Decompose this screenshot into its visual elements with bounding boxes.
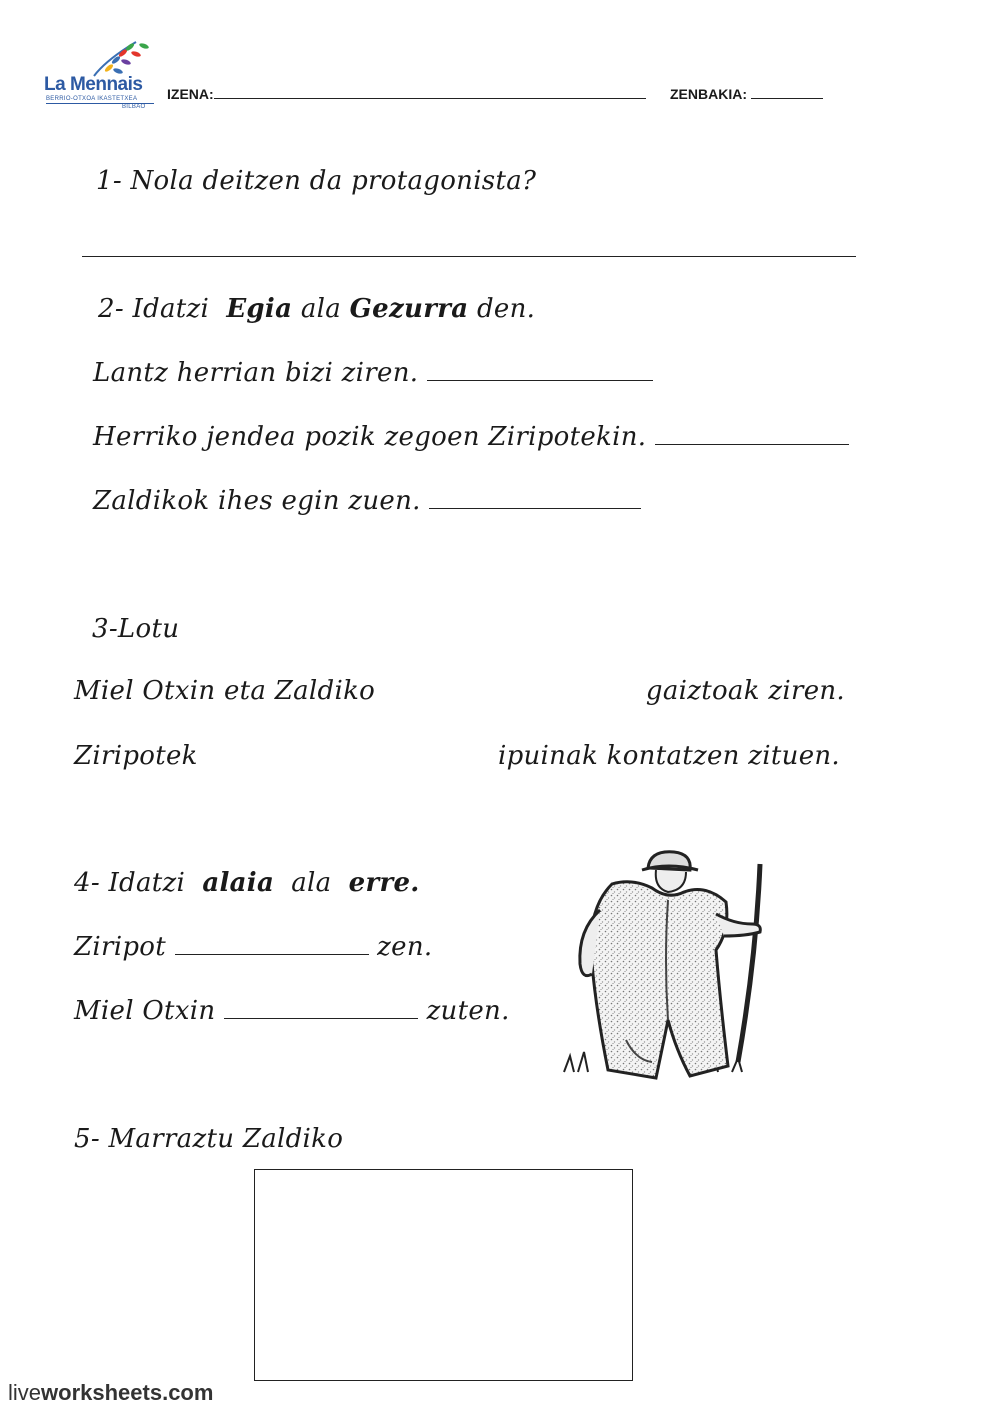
q4-sentence-2: Miel Otxin zuten.	[74, 996, 510, 1026]
q4-word-burnt: erre.	[348, 868, 420, 898]
footer-brand-tld: .com	[162, 1380, 214, 1405]
q2-answer-2[interactable]	[655, 443, 849, 445]
name-blank[interactable]	[214, 97, 646, 99]
q3-left-1[interactable]: Miel Otxin eta Zaldiko	[74, 676, 376, 706]
footer-brand-bold: worksheets	[41, 1380, 163, 1405]
q3-left-2[interactable]: Ziripotek	[74, 741, 198, 771]
q2-answer-3[interactable]	[429, 507, 641, 509]
name-label: IZENA:	[167, 86, 214, 102]
answer-1-line[interactable]	[82, 256, 856, 257]
drawing-box[interactable]	[254, 1169, 633, 1381]
q4-answer-1[interactable]	[175, 953, 369, 955]
q2-word-true: Egia	[226, 294, 293, 324]
footer-brand-light: live	[8, 1380, 42, 1405]
number-label: ZENBAKIA:	[670, 86, 747, 102]
question-5: 5- Marraztu Zaldiko	[74, 1124, 344, 1154]
logo-name: La Mennais	[44, 74, 143, 95]
q2-middle: ala	[300, 294, 342, 324]
q2-word-false: Gezurra	[349, 294, 469, 324]
logo-city: BILBAO	[122, 104, 146, 110]
school-logo	[44, 38, 156, 110]
q2-suffix: den.	[476, 294, 536, 324]
q4-prefix: 4- Idatzi	[74, 868, 186, 898]
question-2	[98, 294, 535, 324]
q4-middle: ala	[291, 868, 332, 898]
question-3: 3-Lotu	[92, 614, 180, 644]
q4-sentence-1: Ziripot zen.	[74, 932, 433, 962]
q3-right-2[interactable]: ipuinak kontatzen zituen.	[497, 741, 840, 771]
ziripot-illustration	[556, 840, 772, 1090]
q2-answer-1[interactable]	[427, 379, 653, 381]
question-4	[74, 868, 420, 898]
q2-statement-3: Zaldikok ihes egin zuen.	[93, 486, 641, 516]
number-field	[670, 86, 823, 102]
q2-statement-1: Lantz herrian bizi ziren.	[93, 358, 653, 388]
footer-brand[interactable]	[8, 1380, 213, 1406]
number-blank[interactable]	[751, 97, 823, 99]
logo-subtitle: BERRIO-OTXOA IKASTETXEA	[46, 96, 138, 102]
q2-statement-2: Herriko jendea pozik zegoen Ziripotekin.	[93, 422, 849, 452]
q2-prefix: 2- Idatzi	[98, 294, 210, 324]
q4-answer-2[interactable]	[224, 1017, 418, 1019]
question-1: 1- Nola deitzen da protagonista?	[96, 166, 537, 196]
q4-word-happy: alaia	[202, 868, 275, 898]
leaf-sprig-icon	[44, 38, 156, 78]
q3-right-1[interactable]: gaiztoak ziren.	[645, 676, 845, 706]
name-field	[167, 86, 646, 102]
